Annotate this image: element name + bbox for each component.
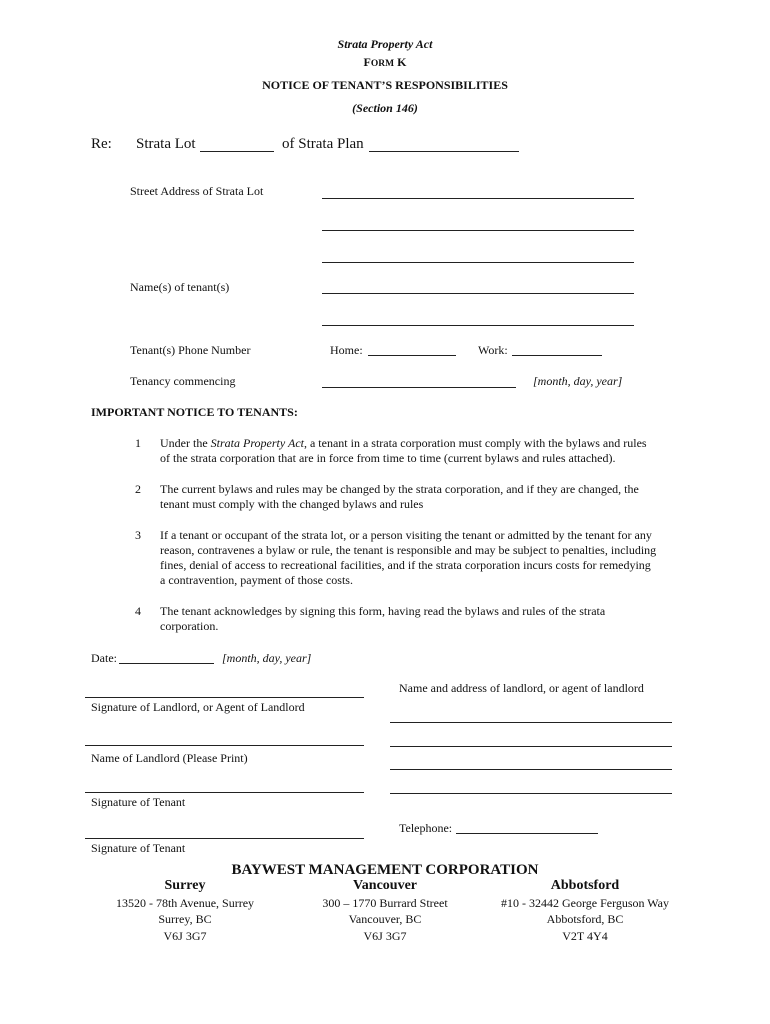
form-label — [0, 55, 770, 70]
office-address-vancouver: 300 – 1770 Burrard Street — [322, 896, 448, 910]
street-address-label: Street Address of Strata Lot — [130, 184, 264, 198]
notice-item-2 — [160, 482, 700, 512]
telephone-field[interactable] — [456, 833, 598, 834]
notice-item-number: 2 — [135, 482, 141, 496]
date-field[interactable] — [119, 663, 214, 664]
notice-item-1-pre: Under the — [160, 436, 211, 450]
notice-item-4-line1: The tenant acknowledges by signing this form, having read the bylaws and rules of the strata — [160, 604, 606, 618]
tenancy-date-field[interactable] — [322, 387, 516, 388]
notice-item-3-line2: reason, contravenes a bylaw or rule, the tenant is responsible and may be subject to penalties, including — [160, 543, 657, 557]
office-city-vancouver: Vancouver — [352, 878, 418, 893]
landlord-name-label: Name of Landlord (Please Print) — [91, 751, 248, 765]
notice-item-4-line2: corporation. — [160, 619, 219, 633]
notice-item-3-line1: If a tenant or occupant of the strata lot, or a person visiting the tenant or admitted by the tenant for any — [160, 528, 652, 542]
act-name-italic: Strata Property Act — [210, 436, 304, 450]
phone-label: Tenant(s) Phone Number — [130, 343, 251, 357]
notice-item-2-line1: The current bylaws and rules may be changed by the strata corporation, and if they are changed, the — [160, 482, 639, 496]
office-region-surrey: Surrey, BC — [158, 912, 212, 926]
tenant-signature-field-1[interactable] — [85, 792, 364, 793]
date-label: Date: — [91, 651, 117, 665]
office-region-abbotsford: Abbotsford, BC — [546, 912, 624, 926]
landlord-signature-field[interactable] — [85, 697, 364, 698]
notice-item-1-line2: of the strata corporation that are in force from time to time (current bylaws and rules attached). — [160, 451, 616, 465]
tenancy-label: Tenancy commencing — [130, 374, 236, 388]
notice-heading: IMPORTANT NOTICE TO TENANTS: — [91, 405, 298, 419]
form-label-rest: ORM — [370, 59, 395, 69]
landlord-address-field-1[interactable] — [390, 722, 672, 723]
tenant-names-field-2[interactable] — [322, 325, 634, 326]
notice-item-number: 4 — [135, 604, 141, 618]
tenant-signature-label-2: Signature of Tenant — [91, 841, 186, 855]
notice-item-1 — [160, 436, 700, 466]
home-phone-field[interactable] — [368, 355, 456, 356]
section-ref: (Section 146) — [352, 101, 418, 115]
strata-lot-field[interactable] — [200, 151, 274, 152]
tenancy-format-hint: [month, day, year] — [533, 374, 623, 388]
tenant-signature-label-1: Signature of Tenant — [91, 795, 186, 809]
strata-lot-label: Strata Lot — [136, 136, 196, 152]
home-phone-label: Home: — [330, 343, 363, 357]
office-address-abbotsford: #10 - 32442 George Ferguson Way — [500, 896, 670, 910]
notice-item-number: 1 — [135, 436, 141, 450]
tenant-names-label: Name(s) of tenant(s) — [130, 280, 230, 294]
street-address-field-1[interactable] — [322, 198, 634, 199]
landlord-name-field[interactable] — [85, 745, 364, 746]
form-label-f: F — [363, 55, 371, 69]
landlord-address-field-4[interactable] — [390, 793, 672, 794]
notice-item-4 — [160, 604, 700, 634]
notice-item-3 — [160, 528, 700, 588]
tenant-names-field-1[interactable] — [322, 293, 634, 294]
date-format-hint: [month, day, year] — [222, 651, 312, 665]
company-name: BAYWEST MANAGEMENT CORPORATION — [231, 862, 539, 878]
office-address-surrey: 13520 - 78th Avenue, Surrey — [115, 896, 255, 910]
landlord-signature-label: Signature of Landlord, or Agent of Landlord — [91, 700, 305, 714]
street-address-field-2[interactable] — [322, 230, 634, 231]
landlord-address-field-2[interactable] — [390, 746, 672, 747]
office-postal-vancouver: V6J 3G7 — [363, 929, 407, 943]
strata-plan-field[interactable] — [369, 151, 519, 152]
office-postal-abbotsford: V2T 4Y4 — [562, 929, 608, 943]
telephone-label: Telephone: — [399, 821, 453, 835]
form-title: NOTICE OF TENANT’S RESPONSIBILITIES — [262, 78, 508, 92]
office-region-vancouver: Vancouver, BC — [348, 912, 422, 926]
form-label-k: K — [397, 55, 407, 69]
notice-item-number: 3 — [135, 528, 141, 542]
work-phone-field[interactable] — [512, 355, 602, 356]
notice-item-3-line4: a contravention, payment of those costs. — [160, 573, 353, 587]
office-postal-surrey: V6J 3G7 — [163, 929, 207, 943]
work-phone-label: Work: — [478, 343, 508, 357]
office-city-abbotsford: Abbotsford — [550, 878, 620, 893]
notice-item-3-line3: fines, denial of access to recreational facilities, and if the strata corporation incurs costs for remedying — [160, 558, 651, 572]
notice-item-2-line2: tenant must comply with the changed bylaws and rules — [160, 497, 424, 511]
landlord-address-field-3[interactable] — [390, 769, 672, 770]
street-address-field-3[interactable] — [322, 262, 634, 263]
office-city-surrey: Surrey — [164, 878, 206, 893]
re-label: Re: — [91, 136, 112, 152]
act-title: Strata Property Act — [337, 37, 433, 51]
strata-plan-label: of Strata Plan — [282, 136, 364, 152]
landlord-name-address-label: Name and address of landlord, or agent of landlord — [399, 681, 644, 695]
notice-item-1-rest: , a tenant in a strata corporation must comply with the bylaws and rules — [303, 436, 647, 450]
tenant-signature-field-2[interactable] — [85, 838, 364, 839]
